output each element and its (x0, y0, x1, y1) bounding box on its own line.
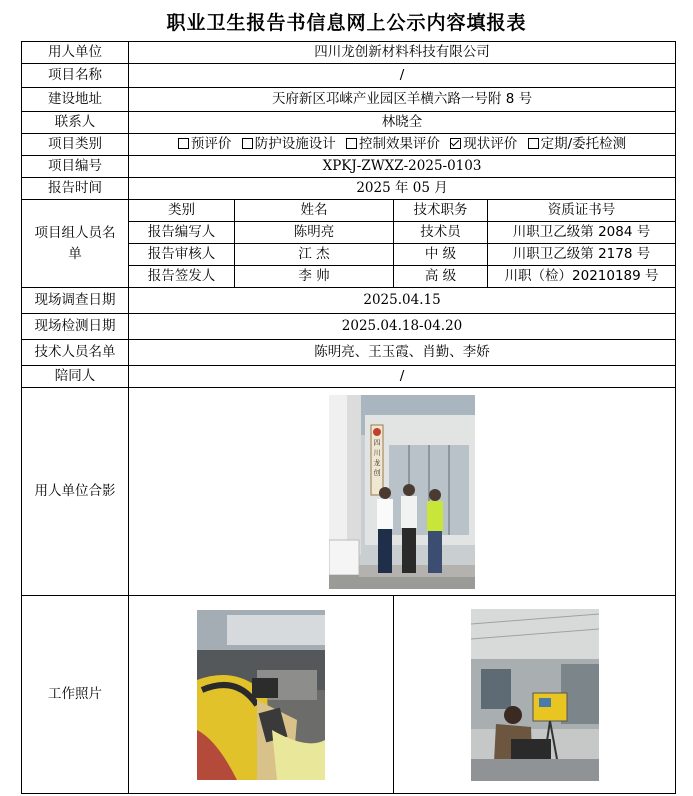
member-cert: 川职（检）20210189 号 (488, 266, 676, 288)
employer-label: 用人单位 (22, 42, 129, 64)
row-project-name (22, 64, 676, 88)
escort-label: 陪同人 (22, 366, 129, 388)
group-photo-label: 用人单位合影 (22, 388, 129, 596)
member-title: 中 级 (394, 244, 488, 266)
option-label: 控制效果评价 (359, 136, 440, 153)
checkbox-status-evaluation (450, 138, 461, 149)
member-role: 报告审核人 (129, 244, 235, 266)
work-photo-left (197, 610, 325, 780)
member-title: 技术员 (394, 222, 488, 244)
group-photo-cell (129, 388, 676, 596)
disclosure-form-table (21, 41, 676, 794)
member-name: 江 杰 (235, 244, 394, 266)
project-name-value: / (129, 64, 676, 88)
test-date-value: 2025.04.18-04.20 (129, 314, 676, 340)
team-header-title: 技术职务 (394, 200, 488, 222)
team-header-name: 姓名 (235, 200, 394, 222)
row-employer (22, 42, 676, 64)
address-label: 建设地址 (22, 88, 129, 112)
checkbox-pre-evaluation (178, 138, 189, 149)
group-photo-image (329, 395, 475, 589)
row-work-photos (22, 596, 676, 794)
option-label: 防护设施设计 (254, 136, 336, 153)
employer-value: 四川龙创新材料科技有限公司 (129, 42, 676, 64)
address-value: 天府新区邛崃产业园区羊横六路一号附 8 号 (129, 88, 676, 112)
option-label: 现状评价 (463, 136, 518, 153)
member-name: 陈明亮 (235, 222, 394, 244)
row-group-photo (22, 388, 676, 596)
report-time-label: 报告时间 (22, 178, 129, 200)
member-cert: 川职卫乙级第 2084 号 (488, 222, 676, 244)
row-address (22, 88, 676, 112)
test-date-label: 现场检测日期 (22, 314, 129, 340)
member-role: 报告编写人 (129, 222, 235, 244)
project-type-options (129, 134, 676, 156)
group-photo (329, 395, 475, 589)
team-header-cert: 资质证书号 (488, 200, 676, 222)
project-name-label: 项目名称 (22, 64, 129, 88)
member-title: 高 级 (394, 266, 488, 288)
company-sign-char: 四 (373, 438, 381, 447)
work-photo-right (471, 609, 599, 781)
team-header-role: 类别 (129, 200, 235, 222)
option-pre-evaluation (178, 136, 232, 152)
row-test-date (22, 314, 676, 340)
technicians-label: 技术人员名单 (22, 340, 129, 366)
row-project-type (22, 134, 676, 156)
row-project-no (22, 156, 676, 178)
company-sign-char: 龙 (373, 458, 381, 467)
checkbox-protection-design (242, 138, 253, 149)
work-photo-right-image (471, 609, 599, 781)
team-header-row (22, 200, 676, 222)
member-role: 报告签发人 (129, 266, 235, 288)
row-escort (22, 366, 676, 388)
report-time-value: 2025 年 05 月 (129, 178, 676, 200)
technicians-value: 陈明亮、王玉霞、肖勤、李娇 (129, 340, 676, 366)
page-title: 职业卫生报告书信息网上公示内容填报表 (166, 12, 527, 34)
work-photos-label: 工作照片 (22, 596, 129, 794)
project-type-label: 项目类别 (22, 134, 129, 156)
member-cert: 川职卫乙级第 2178 号 (488, 244, 676, 266)
survey-date-value: 2025.04.15 (129, 288, 676, 314)
row-contact (22, 112, 676, 134)
row-report-time (22, 178, 676, 200)
project-no-label: 项目编号 (22, 156, 129, 178)
option-status-evaluation (450, 136, 517, 152)
team-label: 项目组人员名单 (22, 200, 129, 288)
option-protection-design (242, 136, 336, 152)
checkbox-control-effect (346, 138, 357, 149)
row-survey-date (22, 288, 676, 314)
checkbox-periodic-testing (528, 138, 539, 149)
option-label: 定期/委托检测 (540, 136, 627, 153)
escort-value: / (129, 366, 676, 388)
row-technicians (22, 340, 676, 366)
company-sign-char: 创 (373, 468, 381, 477)
option-periodic-testing (528, 136, 627, 152)
work-photo-cell-right (394, 596, 676, 794)
company-sign-char: 川 (373, 448, 381, 457)
work-photo-cell-left (129, 596, 394, 794)
survey-date-label: 现场调查日期 (22, 288, 129, 314)
option-control-effect (346, 136, 440, 152)
project-no-value: XPKJ-ZWXZ-2025-0103 (129, 156, 676, 178)
option-label: 预评价 (190, 136, 232, 153)
member-name: 李 帅 (235, 266, 394, 288)
contact-label: 联系人 (22, 112, 129, 134)
work-photo-left-image (197, 610, 325, 780)
contact-value: 林晓全 (129, 112, 676, 134)
